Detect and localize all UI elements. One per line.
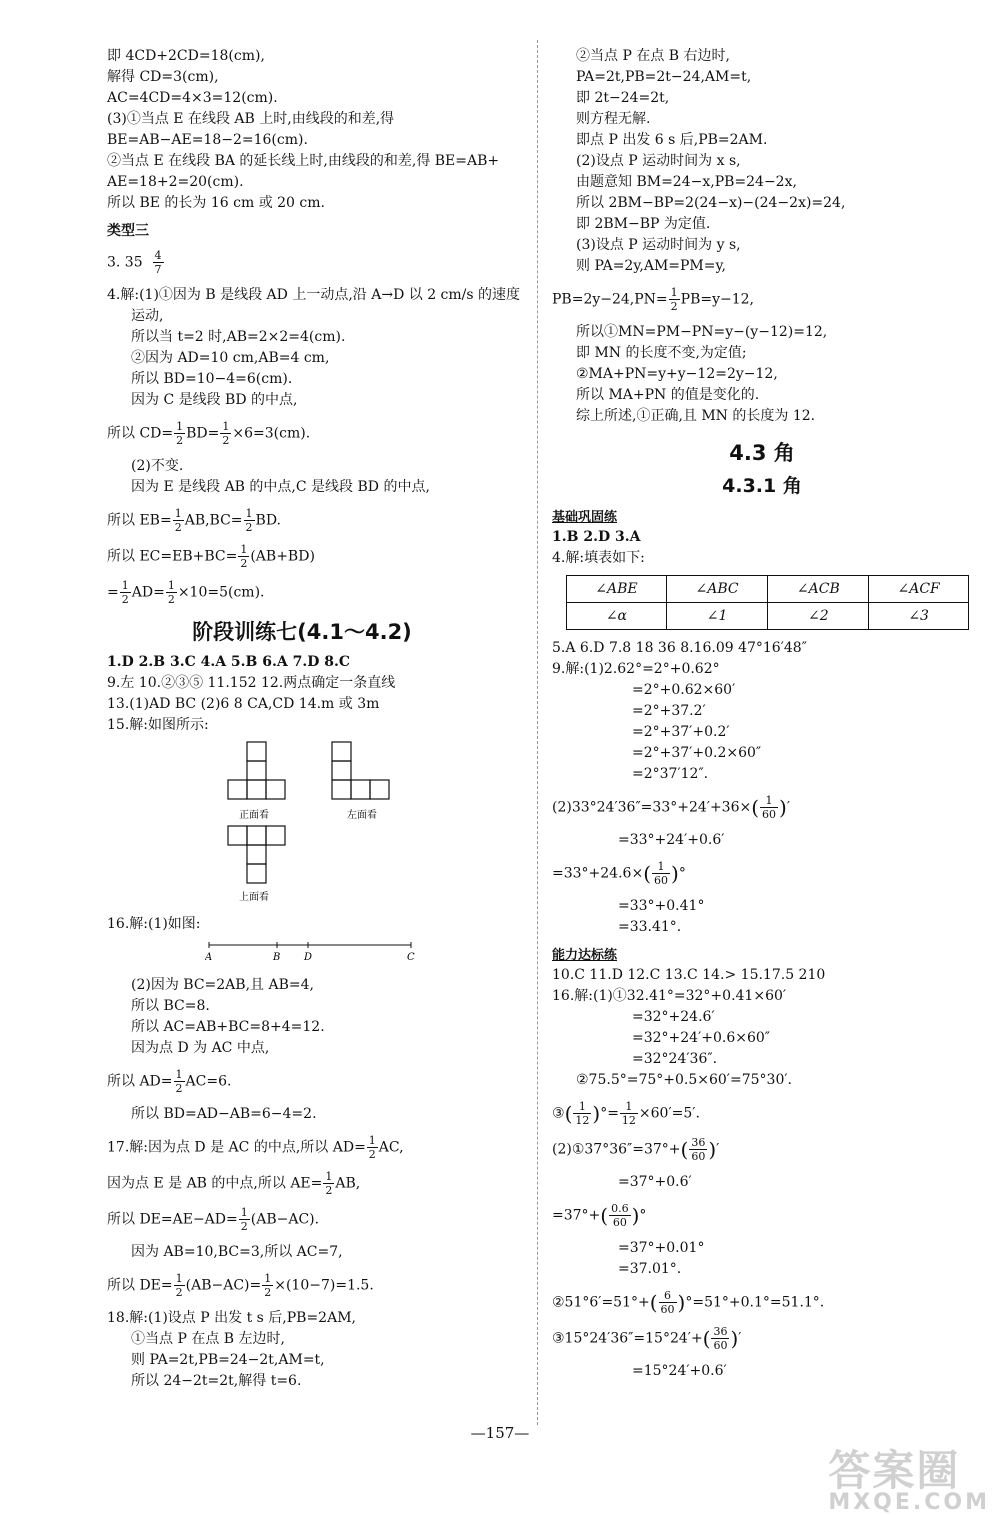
text-line: (2)因为 BC=2AB,且 AB=4, [131, 977, 314, 993]
formula-line: 所以 DE= $\frac{1}{2}$ (AB−AC)= $\frac{1}{2}$ ×(10−7)=1.5. [107, 1272, 374, 1299]
table-cell: ∠ACF [869, 576, 969, 603]
text-line: ②MA+PN=y+y−12=2y−12, [576, 366, 778, 382]
front-view-label: 正面看 [239, 810, 269, 821]
section-title: 4.3 角 [729, 441, 795, 465]
text-line: (2)设点 P 运动时间为 x s, [576, 153, 741, 169]
text-line: 所以 BC=8. [131, 998, 210, 1014]
text-line: 解得 CD=3(cm), [107, 69, 219, 85]
text-line: ②当点 P 在点 B 右边时, [576, 48, 730, 64]
text-line: =2°37′12″. [632, 766, 709, 782]
text-line: 所以 2BM−BP=2(24−x)−(24−2x)=24, [576, 195, 846, 211]
text-line: AE=18+2=20(cm). [107, 174, 244, 190]
page-number: —157— [470, 1424, 530, 1442]
table-cell: ∠α [567, 603, 667, 630]
text-line: 因为点 D 为 AC 中点, [131, 1040, 270, 1056]
formula-line: 所以 EB= $\frac{1}{2}$ AB,BC= $\frac{1}{2}$ BD. [107, 507, 282, 534]
text-line: =37°+0.6′ [618, 1174, 692, 1190]
text-line: 综上所述,①正确,且 MN 的长度为 12. [576, 408, 816, 424]
top-view-label: 上面看 [239, 892, 269, 903]
text-line: =33°+0.41° [618, 898, 705, 914]
point-label: C [407, 952, 415, 963]
text-line: 即 2BM−BP 为定值. [576, 216, 711, 232]
formula-line: =37°+( $\frac{0.6}{60}$ )° [552, 1202, 647, 1229]
text-line: =37°+0.01° [618, 1240, 705, 1256]
text-line: PA=2t,PB=2t−24,AM=t, [576, 69, 752, 85]
text-line: 运动, [131, 308, 164, 324]
formula-line: 所以 CD= $\frac{1}{2}$ BD= $\frac{1}{2}$ ×6=3(cm). [107, 420, 311, 447]
text-line: 所以 AC=AB+BC=8+4=12. [131, 1019, 325, 1035]
point-label: D [304, 952, 313, 963]
formula-line: 所以 EC=EB+BC= $\frac{1}{2}$ (AB+BD) [107, 543, 315, 570]
ability-heading: 能力达标练 [552, 948, 618, 963]
text-line: 则方程无解. [576, 111, 651, 127]
text-line: =2°+37′+0.2′ [632, 724, 730, 740]
formula-line: 所以 AD= $\frac{1}{2}$ AC=6. [107, 1068, 232, 1095]
text-line: =2°+0.62×60′ [632, 682, 736, 698]
answer-line: 1.D 2.B 3.C 4.A 5.B 6.A 7.D 8.C [107, 654, 350, 670]
text-line: 因为 AB=10,BC=3,所以 AC=7, [131, 1244, 343, 1260]
answer-line: 5.A 6.D 7.8 18 36 8.16.09 47°16′48″ [552, 640, 807, 656]
text-line: 所以①MN=PM−PN=y−(y−12)=12, [576, 324, 828, 340]
text-line: 所以 BD=AD−AB=6−4=2. [131, 1106, 317, 1122]
basic-heading: 基础巩固练 [552, 510, 618, 525]
left-column [107, 46, 521, 1392]
formula-line: = $\frac{1}{2}$ AD= $\frac{1}{2}$ ×10=5(cm). [107, 579, 265, 606]
table-cell: ∠2 [768, 603, 869, 630]
text-line: 即 4CD+2CD=18(cm), [107, 48, 265, 64]
text-line: =32°+24′+0.6×60″ [632, 1030, 771, 1046]
text-line: =33.41°. [618, 919, 682, 935]
text-line: 所以 BE 的长为 16 cm 或 20 cm. [107, 195, 325, 211]
text-line: 则 PA=2y,AM=PM=y, [576, 258, 726, 274]
text-line: 4.解:(1)①因为 B 是线段 AD 上一动点,沿 A→D 以 2 cm/s 的速度 [107, 287, 521, 303]
text-line: 因为 C 是线段 BD 的中点, [131, 392, 298, 408]
top-view-grid [228, 826, 285, 883]
text-line: (3)①当点 E 在线段 AB 上时,由线段的和差,得 [107, 111, 395, 127]
table-cell: ∠ABE [567, 576, 667, 603]
text-line: (3)设点 P 运动时间为 y s, [576, 237, 741, 253]
table-row [567, 603, 969, 630]
text-line: =32°24′36″. [632, 1051, 718, 1067]
answer-line: 13.(1)AD BC (2)6 8 CA,CD 14.m 或 3m [107, 696, 380, 712]
watermark-logo: 答案圈 MXQE.COM [828, 1446, 990, 1515]
point-label: B [273, 952, 281, 963]
text-line: 所以 BD=10−4=6(cm). [131, 371, 293, 387]
formula-line: PB=2y−24,PN= $\frac{1}{2}$ PB=y−12, [552, 286, 754, 313]
text-line: 9.解:(1)2.62°=2°+0.62° [552, 661, 720, 677]
number-line-figure [107, 939, 517, 967]
formula-line: 所以 DE=AE−AD= $\frac{1}{2}$ (AB−AC). [107, 1206, 320, 1233]
text-line: 所以 24−2t=2t,解得 t=6. [131, 1373, 302, 1389]
text-line: ②当点 E 在线段 BA 的延长线上时,由线段的和差,得 BE=AB+ [107, 153, 500, 169]
answer-line: 10.C 11.D 12.C 13.C 14.> 15.17.5 210 [552, 967, 826, 983]
answer-line: 9.左 10.②③⑤ 11.152 12.两点确定一条直线 [107, 675, 396, 691]
left-view-label: 左面看 [347, 810, 377, 821]
text-line: 16.解:(1)①32.41°=32°+0.41×60′ [552, 988, 787, 1004]
answer-line: 15.解:如图所示: [107, 717, 209, 733]
formula-line: =33°+24.6×( $\frac{1}{60}$ )° [552, 860, 686, 887]
text-line: =15°24′+0.6′ [632, 1363, 727, 1379]
text-line: ①当点 P 在点 B 左边时, [131, 1331, 285, 1347]
text-line: 即 MN 的长度不变,为定值; [576, 345, 747, 361]
formula-line: (2)33°24′36″=33°+24′+36×( $\frac{1}{60}$ )′ [552, 794, 791, 821]
text-line: 即 2t−24=2t, [576, 90, 670, 106]
right-column [552, 46, 972, 1382]
text-line: =33°+24′+0.6′ [618, 832, 725, 848]
formula-line: 17.解:因为点 D 是 AC 的中点,所以 AD= $\frac{1}{2}$ AC, [107, 1134, 404, 1161]
text-line: 所以当 t=2 时,AB=2×2=4(cm). [131, 329, 346, 345]
text-line: 16.解:(1)如图: [107, 916, 201, 932]
text-line: =32°+24.6′ [632, 1009, 715, 1025]
table-cell: ∠ACB [768, 576, 869, 603]
column-divider [537, 40, 538, 1425]
text-line: 则 PA=2t,PB=24−2t,AM=t, [131, 1352, 325, 1368]
text-line: =2°+37.2′ [632, 703, 706, 719]
formula-line: (2)①37°36″=37°+( $\frac{36}{60}$ )′ [552, 1136, 720, 1163]
formula-line: ③( $\frac{1}{12}$ )°= $\frac{1}{12}$ ×60′=5′. [552, 1100, 700, 1127]
text-line: BE=AB−AE=18−2=16(cm). [107, 132, 308, 148]
text-line: AC=4CD=4×3=12(cm). [107, 90, 278, 106]
subsection-title: 4.3.1 角 [722, 475, 802, 497]
answer-q3: 3. 35 $\frac{4}{7}$ [107, 249, 162, 276]
text-line: (2)不变. [131, 458, 184, 474]
three-views-figure [107, 738, 517, 908]
formula-line: 因为点 E 是 AB 的中点,所以 AE= $\frac{1}{2}$ AB, [107, 1170, 361, 1197]
text-line: 由题意知 BM=24−x,PB=24−2x, [576, 174, 797, 190]
text-line: 因为 E 是线段 AB 的中点,C 是线段 BD 的中点, [131, 479, 430, 495]
text-line: =2°+37′+0.2×60″ [632, 745, 762, 761]
table-cell: ∠1 [666, 603, 768, 630]
text-line: ②因为 AD=10 cm,AB=4 cm, [131, 350, 330, 366]
text-line: 即点 P 出发 6 s 后,PB=2AM. [576, 132, 768, 148]
table-row [567, 576, 969, 603]
point-label: A [205, 952, 213, 963]
text-line: 4.解:填表如下: [552, 550, 645, 566]
table-cell: ∠3 [869, 603, 969, 630]
text-line: 所以 MA+PN 的值是变化的. [576, 387, 760, 403]
text-line: 18.解:(1)设点 P 出发 t s 后,PB=2AM, [107, 1310, 356, 1326]
type-heading: 类型三 [107, 223, 149, 239]
formula-line: ③15°24′36″=15°24′+( $\frac{36}{60}$ )′ [552, 1325, 742, 1352]
front-view-grid [228, 742, 285, 799]
stage-title: 阶段训练七(4.1～4.2) [192, 620, 412, 644]
formula-line: ②51°6′=51°+( $\frac{6}{60}$ )°=51°+0.1°=51.1°. [552, 1289, 825, 1316]
table-cell: ∠ABC [666, 576, 768, 603]
fraction: $\frac{4}{7}$ [154, 249, 162, 276]
answer-line: 1.B 2.D 3.A [552, 529, 641, 545]
text-line: =37.01°. [618, 1261, 682, 1277]
angle-table [566, 575, 969, 630]
text-line: ②75.5°=75°+0.5×60′=75°30′. [576, 1072, 792, 1088]
left-view-grid [332, 742, 389, 799]
